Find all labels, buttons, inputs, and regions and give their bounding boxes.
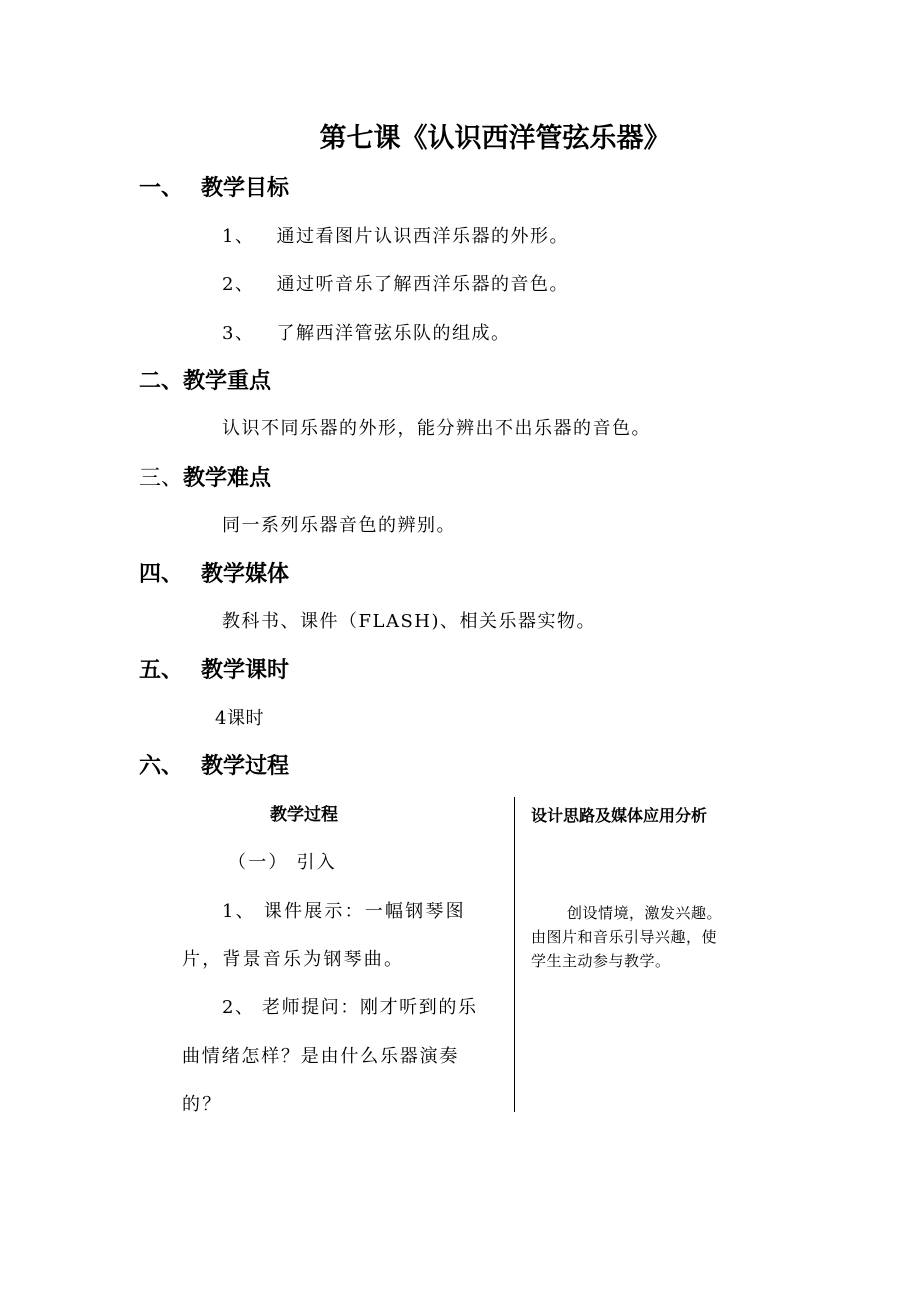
column-divider	[514, 797, 515, 1112]
section-heading-objectives	[139, 171, 289, 202]
section-heading-key-points: 二、教学重点	[139, 368, 272, 394]
process-step-2-line-1: 2、 老师提问：刚才听到的乐	[222, 997, 478, 1018]
section-number: 一、	[139, 175, 184, 201]
hours-text: 4课时	[215, 708, 264, 729]
section-heading-difficulties	[139, 461, 271, 492]
section-label: 教学过程	[201, 753, 290, 779]
process-step-2-line-2: 曲情绪怎样？是由什么乐器演奏	[182, 1046, 460, 1067]
section-heading-media	[139, 557, 289, 588]
section-number: 三、	[139, 466, 184, 491]
media-text: 教科书、课件（FLASH)、相关乐器实物。	[222, 611, 596, 632]
item-text: 了解西洋管弦乐队的组成。	[276, 323, 511, 344]
item-number: 2、	[222, 274, 255, 295]
section-label: 教学媒体	[201, 561, 290, 587]
analysis-line-3: 学生主动参与教学。	[531, 952, 671, 970]
objective-item-1	[222, 222, 569, 248]
section-label: 教学难点	[183, 465, 272, 491]
section-label: 教学目标	[201, 175, 290, 201]
difficulties-text: 同一系列乐器音色的辨别。	[222, 515, 456, 536]
section-number: 六、	[139, 753, 184, 779]
section-number: 四、	[139, 561, 184, 587]
objective-item-3	[222, 319, 510, 345]
process-column-header: 教学过程	[270, 805, 338, 825]
analysis-column-header: 设计思路及媒体应用分析	[531, 806, 708, 825]
process-step-1-line-2: 片，背景音乐为钢琴曲。	[182, 949, 405, 970]
item-text: 通过看图片认识西洋乐器的外形。	[276, 226, 569, 247]
item-number: 3、	[222, 323, 255, 344]
section-heading-hours	[139, 653, 289, 684]
subsection-intro: （一） 引入	[228, 852, 337, 873]
item-number: 1、	[222, 226, 255, 247]
objective-item-2	[222, 270, 569, 296]
section-heading-process	[139, 749, 289, 780]
analysis-line-1: 创设情境，激发兴趣。	[567, 904, 723, 922]
process-step-2-line-3: 的？	[182, 1094, 223, 1115]
key-points-text: 认识不同乐器的外形，能分辨出不出乐器的音色。	[222, 418, 651, 439]
item-text: 通过听音乐了解西洋乐器的音色。	[276, 274, 569, 295]
analysis-line-2: 由图片和音乐引导兴趣，使	[531, 928, 718, 946]
process-step-1-line-1: 1、 课件展示：一幅钢琴图	[222, 901, 466, 922]
section-number: 五、	[139, 657, 184, 683]
section-label: 教学课时	[201, 657, 290, 683]
page-title: 第七课《认识西洋管弦乐器》	[319, 123, 671, 154]
